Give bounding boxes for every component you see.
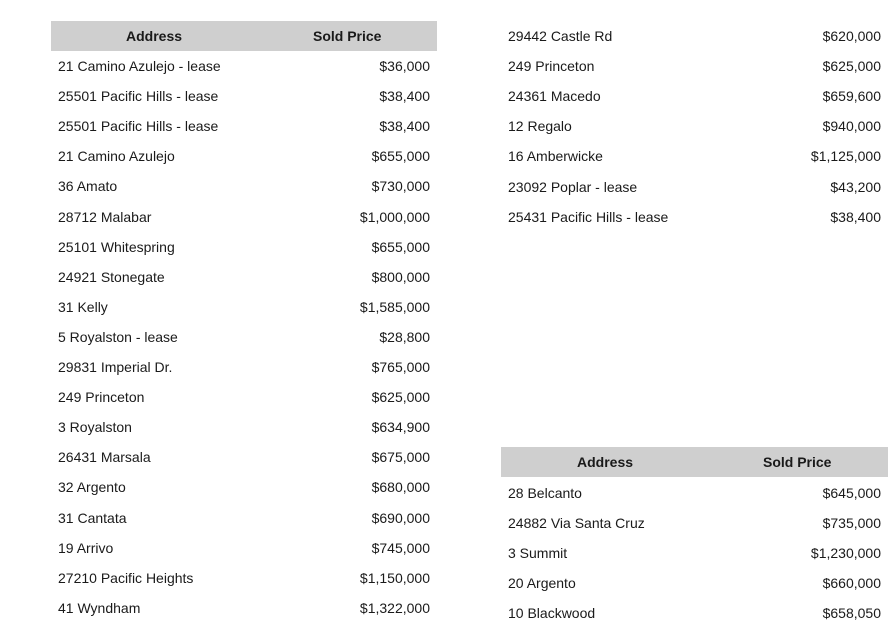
table-row	[501, 25, 888, 47]
address-cell: 28 Belcanto	[508, 485, 582, 501]
sold-price-cell: $1,125,000	[810, 148, 881, 165]
table-row	[51, 236, 437, 258]
address-column-header: Address	[577, 454, 634, 470]
address-cell: 23092 Poplar - lease	[508, 178, 638, 195]
table-row	[51, 266, 437, 288]
sold-price-cell: $680,000	[371, 479, 430, 496]
address-column-header: Address	[126, 28, 183, 44]
sold-price-cell: $1,230,000	[810, 545, 881, 562]
sold-price-cell: $745,000	[371, 539, 430, 556]
table-row	[501, 542, 888, 564]
table-row	[51, 206, 437, 228]
table-header	[51, 21, 437, 51]
sold-price-cell: $38,400	[830, 208, 881, 225]
address-cell: 16 Amberwicke	[508, 148, 603, 165]
sold-price-cell: $1,150,000	[359, 569, 430, 586]
address-cell: 19 Arrivo	[58, 539, 114, 556]
table-row	[501, 85, 888, 107]
table-row	[501, 176, 888, 198]
address-cell: 249 Princeton	[508, 58, 595, 75]
address-cell: 36 Amato	[58, 178, 118, 195]
sold-price-cell: $28,800	[379, 328, 430, 345]
table-row	[501, 206, 888, 228]
table-row	[51, 597, 437, 619]
table-row	[51, 356, 437, 378]
sold-price-cell: $659,600	[822, 88, 881, 105]
address-cell: 31 Cantata	[58, 509, 127, 526]
sold-price-cell: $36,000	[379, 58, 430, 74]
table-row	[51, 326, 437, 348]
sold-price-cell: $620,000	[822, 28, 881, 44]
sold-price-cell: $800,000	[371, 268, 430, 285]
address-cell: 5 Royalston - lease	[58, 328, 178, 345]
table-row	[51, 175, 437, 197]
address-cell: 26431 Marsala	[58, 449, 151, 466]
address-cell: 3 Summit	[508, 545, 568, 562]
sold-price-cell: $1,000,000	[359, 208, 430, 225]
table-row	[51, 416, 437, 438]
address-cell: 21 Camino Azulejo	[58, 148, 175, 165]
table-row	[51, 55, 437, 77]
address-cell: 32 Argento	[58, 479, 126, 496]
sold-price-cell: $1,322,000	[359, 599, 430, 616]
table-row	[51, 446, 437, 468]
sold-price-cell: $43,200	[830, 178, 881, 195]
sold-price-cell: $658,050	[822, 605, 881, 622]
address-cell: 21 Camino Azulejo - lease	[58, 58, 221, 74]
sold-price-cell: $625,000	[371, 389, 430, 406]
sold-price-column-header: Sold Price	[313, 28, 382, 44]
address-cell: 29831 Imperial Dr.	[58, 359, 173, 375]
address-cell: 31 Kelly	[58, 298, 108, 315]
table-row	[51, 386, 437, 408]
table-row	[501, 115, 888, 137]
table-row	[501, 572, 888, 594]
address-cell: 25431 Pacific Hills - lease	[508, 208, 669, 225]
address-cell: 41 Wyndham	[58, 599, 141, 616]
table-row	[51, 507, 437, 529]
sold-price-cell: $675,000	[371, 449, 430, 466]
sold-price-cell: $690,000	[371, 509, 430, 526]
sold-price-cell: $38,400	[379, 88, 430, 105]
sold-price-cell: $645,000	[822, 485, 881, 501]
table-row	[501, 602, 888, 624]
sold-price-cell: $655,000	[371, 238, 430, 255]
sold-price-cell: $940,000	[822, 118, 881, 135]
address-cell: 24921 Stonegate	[58, 268, 165, 285]
table-row	[501, 145, 888, 167]
table-row	[51, 296, 437, 318]
table-row	[51, 537, 437, 559]
address-cell: 27210 Pacific Heights	[58, 569, 194, 586]
sold-price-cell: $735,000	[822, 515, 881, 532]
address-cell: 24882 Via Santa Cruz	[508, 515, 645, 532]
address-cell: 28712 Malabar	[58, 208, 152, 225]
table-row	[51, 567, 437, 589]
table-row	[501, 512, 888, 534]
sold-price-cell: $38,400	[379, 118, 430, 135]
address-cell: 24361 Macedo	[508, 88, 601, 105]
sold-price-cell: $655,000	[371, 148, 430, 165]
address-cell: 10 Blackwood	[508, 605, 596, 622]
table-row	[501, 482, 888, 504]
address-cell: 20 Argento	[508, 575, 576, 592]
sold-price-column-header: Sold Price	[763, 454, 832, 470]
table-row	[501, 55, 888, 77]
address-cell: 25101 Whitespring	[58, 238, 175, 255]
address-cell: 25501 Pacific Hills - lease	[58, 118, 219, 135]
table-header	[501, 447, 888, 477]
table-row	[51, 145, 437, 167]
sold-price-cell: $660,000	[822, 575, 881, 592]
table-row	[51, 476, 437, 498]
sold-price-cell: $730,000	[371, 178, 430, 195]
sold-price-cell: $1,585,000	[359, 298, 430, 315]
address-cell: 12 Regalo	[508, 118, 572, 135]
table-row	[51, 85, 437, 107]
address-cell: 29442 Castle Rd	[508, 28, 613, 44]
address-cell: 25501 Pacific Hills - lease	[58, 88, 219, 105]
sold-price-cell: $634,900	[371, 419, 430, 436]
sold-price-cell: $625,000	[822, 58, 881, 75]
sold-price-cell: $765,000	[371, 359, 430, 375]
address-cell: 3 Royalston	[58, 419, 132, 436]
table-row	[51, 115, 437, 137]
address-cell: 249 Princeton	[58, 389, 145, 406]
